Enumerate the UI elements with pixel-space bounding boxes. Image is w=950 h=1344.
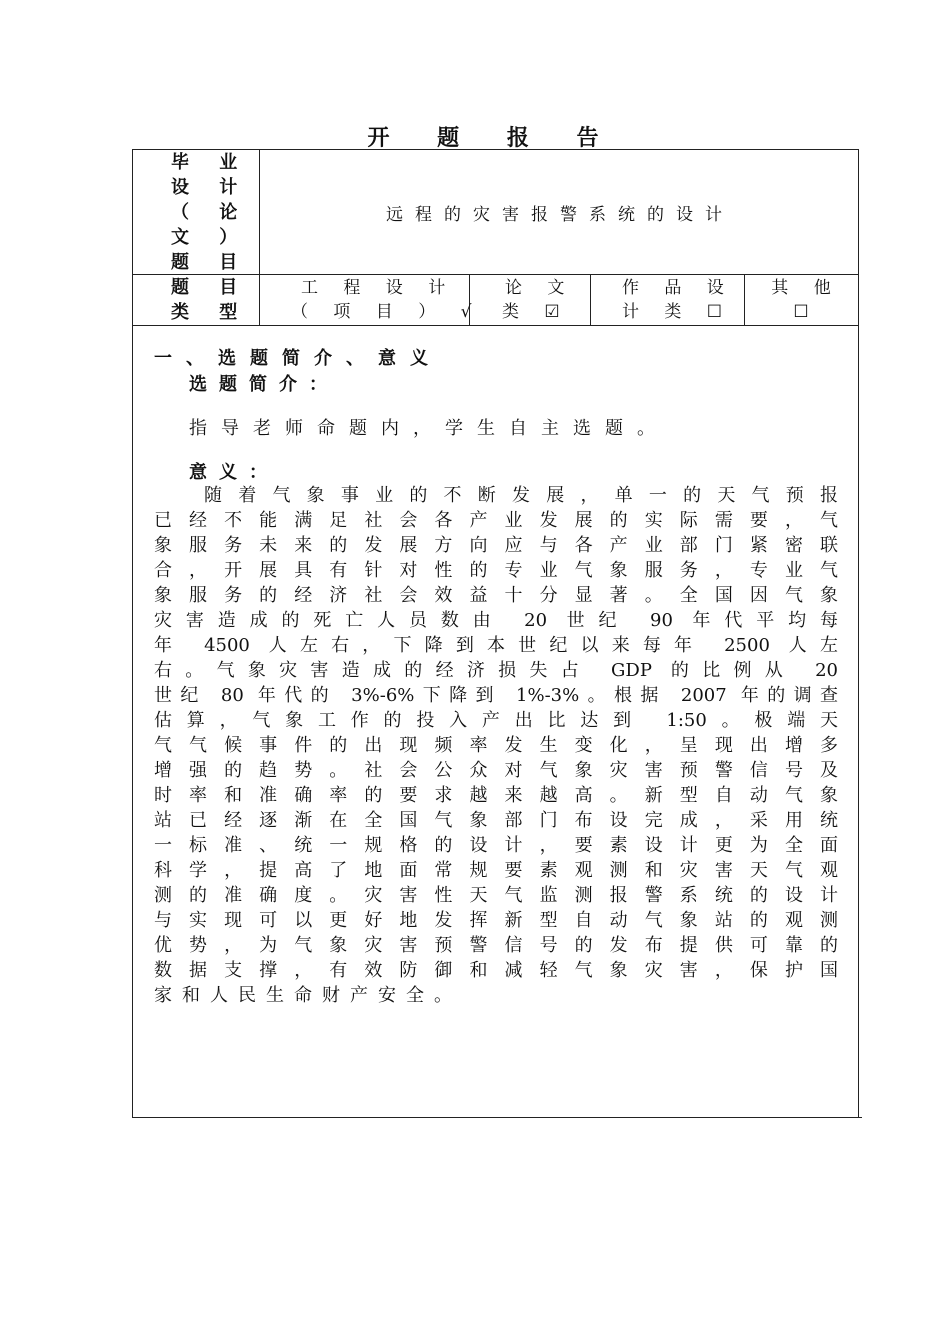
type-option-line: 其 他 [771, 278, 841, 298]
type-option-thesis[interactable] [502, 276, 574, 324]
para-line: 右。气象灾害造成的经济损失占 GDP 的比例从 20 [154, 660, 838, 681]
para-line: 已经不能满足社会各产业发展的实际需要，气 [154, 510, 838, 531]
para-line: 时率和准确率的要求越来越高。新型自动气象 [154, 785, 838, 806]
meaning-paragraph [154, 483, 838, 1008]
topic-label-line: （ 论 [171, 202, 250, 223]
type-divider-3 [744, 274, 745, 325]
row-divider-2 [133, 325, 858, 326]
label-divider [259, 150, 260, 325]
type-option-line: （ 项 目 ） √ [291, 302, 482, 322]
type-label-line: 题 目 [171, 277, 250, 298]
topic-label-line: 毕 业 [171, 152, 250, 173]
type-option-line: 工 程 设 计 [301, 278, 456, 298]
topic-label-line: 文 ） [171, 227, 250, 248]
type-divider-2 [590, 274, 591, 325]
type-option-line: 计 类 ☐ [622, 302, 733, 322]
para-line: 增强的趋势。社会公众对气象灾害预警信号及 [154, 760, 838, 781]
para-line: 科学，提高了地面常规要素观测和灾害天气观 [154, 860, 838, 881]
meaning-heading: 意义： [189, 462, 279, 483]
document-title: 开 题 报 告 [367, 125, 619, 151]
type-option-other[interactable] [771, 276, 841, 324]
intro-text: 指导老师命题内，学生自主选题。 [189, 418, 669, 439]
type-label [143, 275, 253, 325]
type-label-line: 类 型 [171, 302, 250, 323]
intro-heading: 选题简介： [189, 374, 339, 395]
para-line: 合，开展具有针对性的专业气象服务，专业气 [154, 560, 838, 581]
section-heading: 一、选题简介、意义 [154, 348, 442, 369]
topic-label-line: 设 计 [171, 177, 250, 198]
para-line: 测的准确度。灾害性天气监测报警系统的设计 [154, 885, 838, 906]
type-option-line: 论 文 [505, 278, 575, 298]
para-line: 家和人民生命财产安全。 [154, 985, 462, 1006]
type-option-line: 类 ☑ [502, 302, 570, 322]
type-option-work[interactable] [622, 276, 734, 324]
type-option-line: ☐ [793, 302, 819, 322]
para-line: 数据支撑，有效防御和减轻气象灾害，保护国 [154, 960, 838, 981]
para-line: 世纪 80 年代的 3%-6%下降到 1%-3%。根据 2007 年的调查 [154, 685, 838, 706]
para-line: 随着气象事业的不断发展，单一的天气预报 [204, 485, 838, 506]
para-line: 象服务未来的发展方向应与各产业部门紧密联 [154, 535, 838, 556]
para-line: 估算，气象工作的投入产出比达到 1:50。极端天 [154, 710, 838, 731]
frame-edge-tick [858, 1117, 862, 1118]
para-line: 优势，为气象灾害预警信号的发布提供可靠的 [154, 935, 838, 956]
para-line: 年 4500 人左右，下降到本世纪以来每年 2500 人左 [154, 635, 838, 656]
topic-value: 远程的灾害报警系统的设计 [386, 205, 734, 225]
para-line: 与实现可以更好地发挥新型自动气象站的观测 [154, 910, 838, 931]
topic-label [143, 150, 253, 275]
para-line: 气气候事件的出现频率发生变化，呈现出增多 [154, 735, 838, 756]
para-line: 站已经逐渐在全国气象部门布设完成，采用统 [154, 810, 838, 831]
para-line: 象服务的经济社会效益十分显著。全国因气象 [154, 585, 838, 606]
topic-label-line: 题 目 [171, 252, 250, 273]
para-line: 一标准、统一规格的设计，要素设计更为全面 [154, 835, 838, 856]
para-line: 灾害造成的死亡人员数由 20 世纪 90 年代平均每 [154, 610, 838, 631]
type-option-engineering [291, 276, 481, 324]
type-option-line: 作 品 设 [622, 278, 734, 298]
